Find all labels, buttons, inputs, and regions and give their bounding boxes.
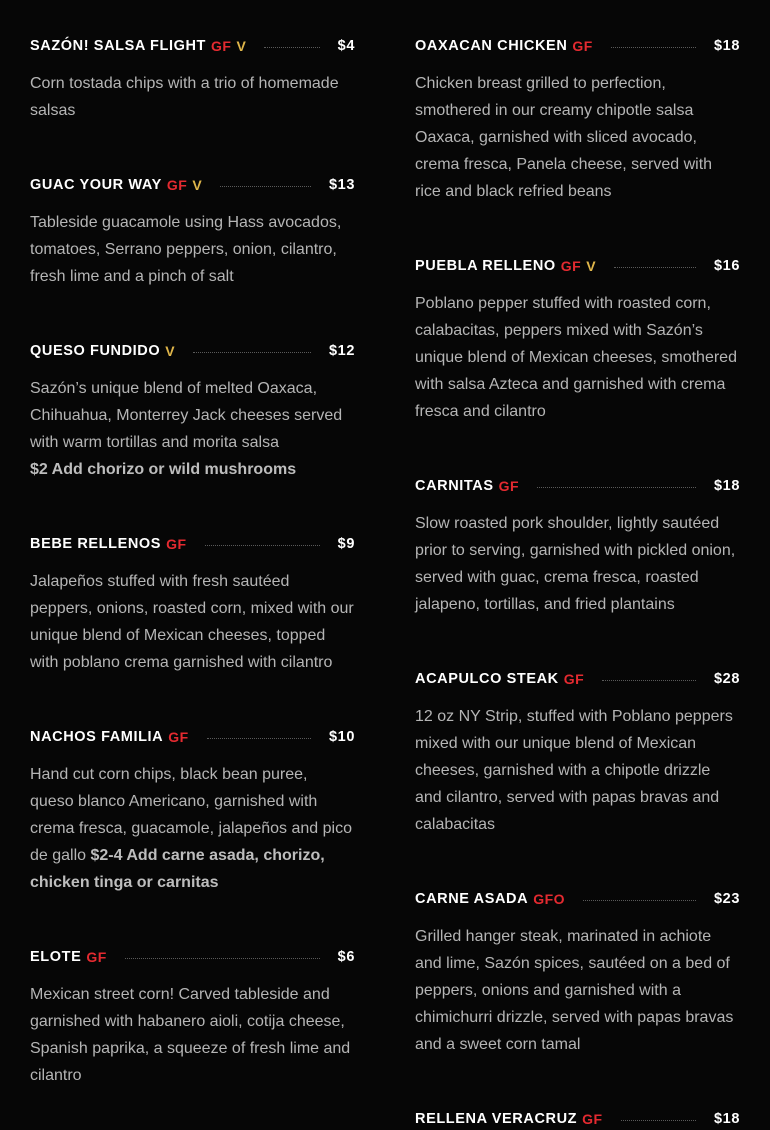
menu-item-name: SAZÓN! SALSA FLIGHT	[30, 38, 206, 54]
menu-item-price: $18	[714, 38, 740, 54]
menu-item-description	[415, 510, 740, 618]
menu-item-oaxacan-chicken	[415, 35, 740, 205]
menu-item-header	[30, 340, 355, 362]
menu-item-description-text: Hand cut corn chips, black bean puree, queso blanco Americano, garnished with crema fresca, guacamole, jalapeños and pico de gallo	[30, 766, 352, 864]
menu-item-description	[30, 761, 355, 896]
dotted-leader	[264, 47, 319, 48]
menu-item-description-text: Mexican street corn! Carved tableside and garnished with habanero aioli, cotija cheese, Spanish paprika, a squeeze of fresh lime and cilantro	[30, 986, 351, 1084]
menu-item-price: $4	[337, 38, 355, 54]
dotted-leader	[611, 47, 696, 48]
menu-item-price: $13	[329, 177, 355, 193]
menu-item-name: RELLENA VERACRUZ	[415, 1111, 578, 1127]
menu-item-bebe-rellenos	[30, 533, 355, 676]
menu-item-description	[30, 70, 355, 124]
menu-item-header	[30, 35, 355, 57]
dotted-leader	[583, 900, 696, 901]
vegetarian-tag: V	[192, 177, 203, 193]
menu-item-description-text: Jalapeños stuffed with fresh sautéed peppers, onions, roasted corn, mixed with our unique blend of Mexican cheeses, topped with poblano crema garnished with cilantro	[30, 573, 354, 671]
menu-item-price: $18	[714, 478, 740, 494]
menu-item-description-text: Sazón’s unique blend of melted Oaxaca, Chihuahua, Monterrey Jack cheeses served with warm tortillas and morita salsa	[30, 380, 343, 451]
menu-item-name: ELOTE	[30, 949, 82, 965]
menu-item-header	[415, 35, 740, 57]
menu-item-description	[415, 703, 740, 838]
menu-item-name: GUAC YOUR WAY	[30, 177, 162, 193]
dotted-leader	[621, 1120, 696, 1121]
menu-item-description-text: Grilled hanger steak, marinated in achiote and lime, Sazón spices, sautéed on a bed of peppers, onions and garnished with a chimichurri drizzle, served with papas bravas and a sweet corn tamal	[415, 928, 734, 1053]
menu-item-price: $28	[714, 671, 740, 687]
menu-item-description	[415, 290, 740, 425]
menu-item-description-text: Slow roasted pork shoulder, lightly sautéed prior to serving, garnished with pickled onion, served with guac, crema fresca, roasted jalapeno, tortillas, and fried plantains	[415, 515, 736, 613]
menu-item-carnitas	[415, 475, 740, 618]
menu-item-header	[30, 533, 355, 555]
dotted-leader	[125, 958, 320, 959]
menu-item-salsa-flight	[30, 35, 355, 124]
menu-item-header	[415, 475, 740, 497]
gluten-free-tag: GF	[498, 478, 520, 494]
menu-item-name: NACHOS FAMILIA	[30, 729, 164, 745]
menu-item-description	[30, 375, 355, 483]
menu-item-carne-asada	[415, 888, 740, 1058]
menu-item-header	[30, 726, 355, 748]
menu-item-name: CARNE ASADA	[415, 891, 529, 907]
gluten-free-tag: GF	[211, 38, 232, 54]
menu-item-rellena-veracruz	[415, 1108, 740, 1130]
menu-item-elote	[30, 946, 355, 1089]
menu-item-description-text: 12 oz NY Strip, stuffed with Poblano peppers mixed with our unique blend of Mexican cheeses, garnished with a chipotle drizzle and cilantro, served with papas bravas and calabacitas	[415, 708, 733, 833]
menu-item-name: BEBE RELLENOS	[30, 536, 162, 552]
menu-item-header	[415, 668, 740, 690]
menu-item-addon: $2 Add chorizo or wild mushrooms	[30, 461, 297, 478]
menu-item-name: ACAPULCO STEAK	[415, 671, 559, 687]
menu-item-description	[415, 70, 740, 205]
menu-item-name: QUESO FUNDIDO	[30, 343, 161, 359]
gluten-free-tag: GF	[572, 38, 593, 54]
gluten-free-tag: GF	[168, 729, 189, 745]
menu-item-description	[30, 981, 355, 1089]
gluten-free-option-tag: GFO	[533, 891, 566, 907]
menu-item-price: $10	[329, 729, 355, 745]
gluten-free-tag: GF	[166, 177, 188, 193]
gluten-free-tag: GF	[582, 1111, 603, 1127]
menu-item-header	[415, 1108, 740, 1130]
menu-item-price: $18	[714, 1111, 740, 1127]
menu-item-description-text: Tableside guacamole using Hass avocados, tomatoes, Serrano peppers, onion, cilantro, fresh lime and a pinch of salt	[30, 214, 342, 285]
menu-item-description-text: Chicken breast grilled to perfection, smothered in our creamy chipotle salsa Oaxaca, garnished with sliced avocado, crema fresca, Panela cheese, served with rice and black refried beans	[415, 75, 713, 200]
menu-item-puebla-relleno	[415, 255, 740, 425]
gluten-free-tag: GF	[166, 536, 187, 552]
menu-item-price: $9	[337, 536, 355, 552]
dotted-leader	[207, 738, 311, 739]
menu-item-header	[30, 174, 355, 196]
menu-item-addon: $2-4 Add carne asada, chorizo, chicken tinga or carnitas	[30, 847, 325, 891]
menu-item-description-text: Corn tostada chips with a trio of homemade salsas	[30, 75, 339, 119]
menu-item-price: $6	[337, 949, 355, 965]
menu-item-description-text: Poblano pepper stuffed with roasted corn, calabacitas, peppers mixed with Sazón’s unique blend of Mexican cheeses, smothered with salsa Azteca and garnished with crema fresca and cilantro	[415, 295, 737, 420]
menu-item-header	[415, 255, 740, 277]
menu-item-description	[30, 568, 355, 676]
vegetarian-tag: V	[236, 38, 247, 54]
dotted-leader	[614, 267, 696, 268]
menu-item-guac-your-way	[30, 174, 355, 290]
menu-item-name: OAXACAN CHICKEN	[415, 38, 568, 54]
vegetarian-tag: V	[586, 258, 597, 274]
dotted-leader	[220, 186, 311, 187]
menu-item-description	[30, 209, 355, 290]
menu-item-header	[30, 946, 355, 968]
dotted-leader	[205, 545, 320, 546]
vegetarian-tag: V	[165, 343, 176, 359]
menu-item-acapulco-steak	[415, 668, 740, 838]
gluten-free-tag: GF	[560, 258, 582, 274]
dotted-leader	[193, 352, 311, 353]
menu-item-queso-fundido	[30, 340, 355, 483]
menu-item-header	[415, 888, 740, 910]
gluten-free-tag: GF	[86, 949, 107, 965]
menu-item-name: PUEBLA RELLENO	[415, 258, 556, 274]
dotted-leader	[537, 487, 696, 488]
menu-item-price: $23	[714, 891, 740, 907]
menu-item-name: CARNITAS	[415, 478, 494, 494]
dotted-leader	[602, 680, 696, 681]
menu-item-price: $16	[714, 258, 740, 274]
menu-item-price: $12	[329, 343, 355, 359]
menu-item-description	[415, 923, 740, 1058]
menu-item-nachos-familia	[30, 726, 355, 896]
gluten-free-tag: GF	[563, 671, 585, 687]
